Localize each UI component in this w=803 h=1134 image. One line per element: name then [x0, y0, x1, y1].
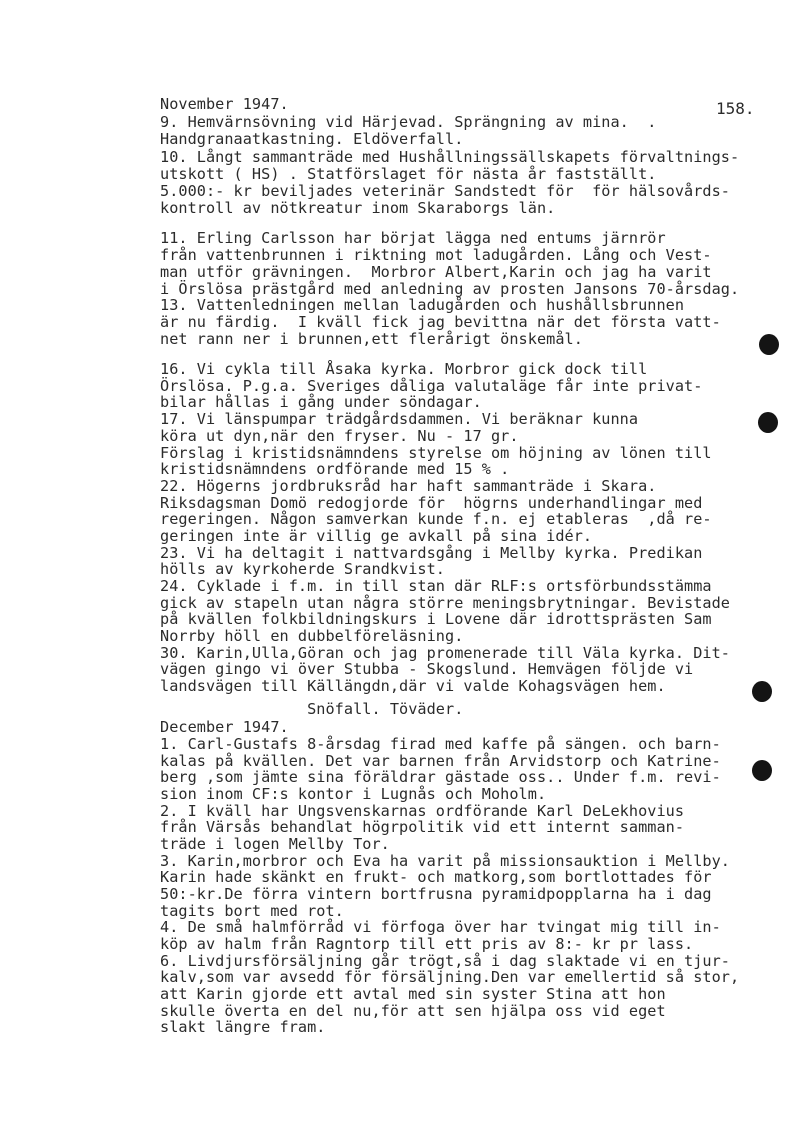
text-line: 24. Cyklade i f.m. in till stan där RLF:s ortsförbundsstämma [160, 577, 712, 595]
text-line: Handgranaatkastning. Eldöverfall. [160, 130, 464, 148]
text-line: 2. I kväll har Ungsvenskarnas ordförande Karl DeLekhovius [160, 802, 685, 820]
text-line: kristidsnämndens ordförande med 15 % . [160, 460, 510, 478]
text-line: December 1947. [160, 718, 289, 736]
text-line: Norrby höll en dubbelföreläsning. [160, 627, 464, 645]
text-line: skulle överta en del nu,för att sen hjälpa oss vid eget [160, 1002, 666, 1020]
text-line: hölls av kyrkoherde Srandkvist. [160, 560, 446, 578]
text-line: November 1947. [160, 95, 289, 113]
text-line: sion inom CF:s kontor i Lugnås och Moholm. [160, 785, 547, 803]
text-line: på kvällen folkbildningskurs i Lovene där idrottsprästen Sam [160, 610, 712, 628]
text-line: Riksdagsman Domö redogjorde för högrns underhandlingar med [160, 494, 703, 512]
text-line: vägen gingo vi över Stubba - Skogslund. Hemvägen följde vi [160, 660, 694, 678]
text-line: Förslag i kristidsnämndens styrelse om höjning av lönen till [160, 444, 712, 462]
text-line: kontroll av nötkreatur inom Skaraborgs län. [160, 199, 556, 217]
text-line: gick av stapeln utan några större meningsbrytningar. Bevistade [160, 594, 731, 612]
text-line: utskott ( HS) . Statförslaget för nästa år fastställt. [160, 165, 657, 183]
punch-hole-3 [752, 681, 772, 702]
text-line: 16. Vi cykla till Åsaka kyrka. Morbror gick dock till [160, 360, 648, 378]
text-line: köra ut dyn,när den fryser. Nu - 17 gr. [160, 427, 519, 445]
text-line: träde i logen Mellby Tor. [160, 835, 390, 853]
text-line: regeringen. Någon samverkan kunde f.n. ej etableras ,då re- [160, 510, 712, 528]
text-line: tagits bort med rot. [160, 902, 344, 920]
text-line: att Karin gjorde ett avtal med sin syster Stina att hon [160, 985, 666, 1003]
text-line: man utför grävningen. Morbror Albert,Karin och jag ha varit [160, 263, 712, 281]
text-line: är nu färdig. I kväll fick jag bevittna när det första vatt- [160, 313, 721, 331]
text-line: 9. Hemvärnsövning vid Härjevad. Sprängning av mina. . [160, 113, 657, 131]
text-line: 10. Långt sammanträde med Hushållningssällskapets förvaltnings- [160, 148, 740, 166]
text-line: 30. Karin,Ulla,Göran och jag promenerade till Väla kyrka. Dit- [160, 644, 731, 662]
text-line: bilar hållas i gång under söndagar. [160, 393, 482, 411]
text-line: 50:-kr.De förra vintern bortfrusna pyramidpopplarna ha i dag [160, 885, 712, 903]
text-line: 1. Carl-Gustafs 8-årsdag firad med kaffe på sängen. och barn- [160, 735, 721, 753]
text-line: 4. De små halmförråd vi förfoga över har tvingat mig till in- [160, 918, 721, 936]
text-line: Snöfall. Töväder. [160, 700, 464, 718]
text-line: geringen inte är villig ge avkall på sina idér. [160, 527, 593, 545]
text-line: Örslösa. P.g.a. Sveriges dåliga valutaläge får inte privat- [160, 377, 703, 395]
text-line: Karin hade skänkt en frukt- och matkorg,som bortlottades för [160, 868, 712, 886]
text-line: 22. Högerns jordbruksråd har haft sammanträde i Skara. [160, 477, 657, 495]
text-line: net rann ner i brunnen,ett flerårigt önskemål. [160, 330, 583, 348]
text-line: kalas på kvällen. Det var barnen från Arvidstorp och Katrine- [160, 752, 721, 770]
page-number: 158. [716, 99, 755, 118]
text-line: i Örslösa prästgård med anledning av prosten Jansons 70-årsdag. [160, 280, 740, 298]
text-line: berg ,som jämte sina föräldrar gästade oss.. Under f.m. revi- [160, 768, 721, 786]
text-line: 13. Vattenledningen mellan ladugården och hushållsbrunnen [160, 296, 685, 314]
text-line: från vattenbrunnen i riktning mot ladugården. Lång och Vest- [160, 246, 712, 264]
text-line: 11. Erling Carlsson har börjat lägga ned entums järnrör [160, 229, 666, 247]
text-line: köp av halm från Ragntorp till ett pris av 8:- kr pr lass. [160, 935, 694, 953]
text-line: slakt längre fram. [160, 1018, 326, 1036]
text-line: landsvägen till Källängdn,där vi valde Kohagsvägen hem. [160, 677, 666, 695]
text-line: kalv,som var avsedd för försäljning.Den var emellertid så stor, [160, 968, 740, 986]
punch-hole-1 [759, 334, 779, 355]
text-line: 3. Karin,morbror och Eva ha varit på missionsauktion i Mellby. [160, 852, 731, 870]
punch-hole-4 [752, 760, 772, 781]
text-line: 17. Vi länspumpar trädgårdsdammen. Vi beräknar kunna [160, 410, 639, 428]
text-line: 23. Vi ha deltagit i nattvardsgång i Mellby kyrka. Predikan [160, 544, 703, 562]
punch-hole-2 [758, 412, 778, 433]
text-line: 6. Livdjursförsäljning går trögt,så i dag slaktade vi en tjur- [160, 952, 731, 970]
text-line: 5.000:- kr beviljades veterinär Sandstedt för för hälsovårds- [160, 182, 731, 200]
text-line: från Värsås behandlat högrpolitik vid ett internt samman- [160, 818, 685, 836]
